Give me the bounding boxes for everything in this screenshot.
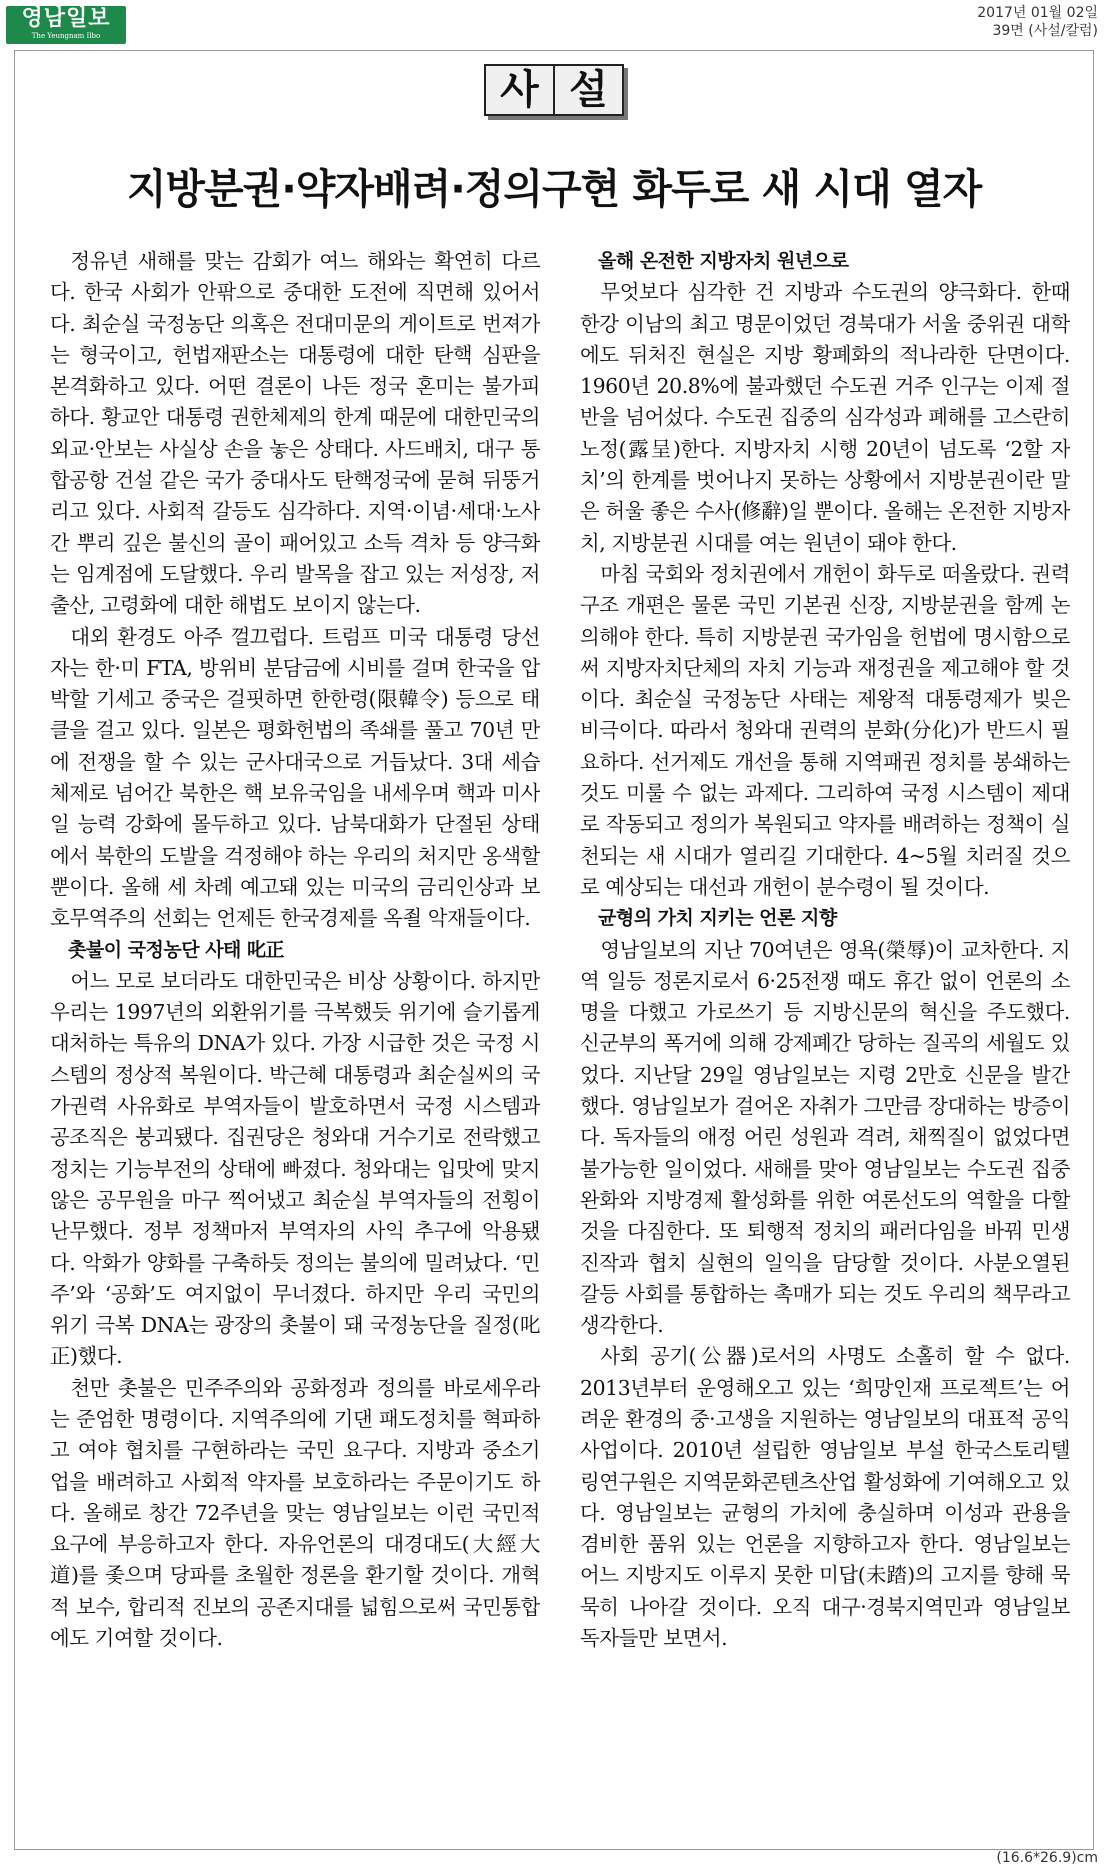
left-column — [50, 246, 540, 1806]
paragraph: 영남일보의 지난 70여년은 영욕(榮辱)이 교차한다. 지역 일등 정론지로서 6·25전쟁 때도 휴간 없이 언론의 소명을 다했고 가로쓰기 등 지방신문의 혁신을 주도했다. 신군부의 폭거에 의해 강제폐간 당하는 질곡의 세월도 있었다. 지난달 29일 영남일보는 지령 2만호 신문을 발간했다. 영남일보가 걸어온 자취가 그만큼 장대하는 방증이다. 독자들의 애정 어린 성원과 격려, 채찍질이 없었다면 불가능한 일이었다. 새해를 맞아 영남일보는 수도권 집중 완화와 지방경제 활성화를 위한 여론선도의 역할을 다할 것을 다짐한다. 또 퇴행적 정치의 패러다임을 바꿔 민생 진작과 협치 실현의 일익을 담당할 것이다. 사분오열된 갈등 사회를 통합하는 촉매가 되는 것도 우리의 책무라고 생각한다. — [580, 937, 1070, 1338]
paragraph: 사회 공기(公器)로서의 사명도 소홀히 할 수 없다. 2013년부터 운영해오고 있는 ‘희망인재 프로젝트’는 어려운 환경의 중·고생을 지원하는 영남일보의 대표적 공익사업이다. 2010년 설립한 영남일보 부설 한국스토리텔링연구원은 지역문화콘텐츠산업 활성화에 기여해오고 있다. 영남일보는 균형의 가치에 충실하며 이성과 관용을 겸비한 품위 있는 언론을 지향하고자 한다. 영남일보는 어느 지방지도 이루지 못한 미답(未踏)의 고지를 향해 묵묵히 나아갈 것이다. 오직 대구·경북지역민과 영남일보 독자들만 보면서. — [580, 1344, 1070, 1651]
section-label-char: 설 — [553, 66, 622, 114]
paragraph: 대외 환경도 아주 껄끄럽다. 트럼프 미국 대통령 당선자는 한·미 FTA, 방위비 분담금에 시비를 걸며 한국을 압박할 기세고 중국은 걸핏하면 한한령(限韓令) 등으로 태클을 걸고 있다. 일본은 평화헌법의 족쇄를 풀고 70년 만에 전쟁을 할 수 있는 군사대국으로 거듭났다. 3대 세습체제로 넘어간 북한은 핵 보유국임을 내세우며 핵과 미사일 능력 강화에 몰두하고 있다. 남북대화가 단절된 상태에서 북한의 도발을 걱정해야 하는 우리의 처지만 옹색할 뿐이다. 올해 세 차례 예고돼 있는 미국의 금리인상과 보호무역주의 선회는 언제든 한국경제를 옥죌 악재들이다. — [50, 624, 540, 931]
newspaper-logo — [6, 6, 126, 44]
subheading: 촛불이 국정농단 사태 叱正 — [68, 938, 285, 961]
paragraph: 천만 촛불은 민주주의와 공화정과 정의를 바로세우라는 준엄한 명령이다. 지역주의에 기댄 패도정치를 혁파하고 여야 협치를 구현하라는 국민 요구다. 지방과 중소기업을 배려하고 사회적 약자를 보호하라는 주문이기도 하다. 올해로 창간 72주년을 맞는 영남일보는 이런 국민적 요구에 부응하고자 한다. 자유언론의 대경대도(大經大道)를 좇으며 당파를 초월한 정론을 환기할 것이다. 개혁적 보수, 합리적 진보의 공존지대를 넓힘으로써 국민통합에도 기여할 것이다. — [50, 1375, 540, 1651]
headline: 지방분권·약자배려·정의구현 화두로 새 시대 열자 — [126, 165, 982, 213]
section-label — [484, 64, 624, 116]
paragraph: 어느 모로 보더라도 대한민국은 비상 상황이다. 하지만 우리는 1997년의 외환위기를 극복했듯 위기에 슬기롭게 대처하는 특유의 DNA가 있다. 가장 시급한 것은 국정 시스템의 정상적 복원이다. 박근혜 대통령과 최순실씨의 국가권력 사유화로 부역자들이 발호하면서 국정 시스템과 공조직은 붕괴됐다. 집권당은 청와대 거수기로 전락했고 정치는 기능부전의 상태에 빠졌다. 청와대는 입맛에 맞지 않은 공무원을 마구 찍어냈고 최순실 부역자들의 전횡이 난무했다. 정부 정책마저 부역자의 사익 추구에 악용됐다. 악화가 양화를 구축하듯 정의는 불의에 밀려났다. ‘민주’와 ‘공화’도 여지없이 무너졌다. 하지만 우리 국민의 위기 극복 DNA는 광장의 촛불이 돼 국정농단을 질정(叱正)했다. — [50, 968, 540, 1369]
subheading: 올해 온전한 지방자치 원년으로 — [598, 250, 849, 272]
issue-meta — [977, 4, 1098, 40]
logo-subtext: The Yeungnam Ilbo — [31, 32, 101, 40]
page-info: 39면 (사설/칼럼) — [992, 23, 1098, 39]
size-note: (16.6*26.9)cm — [996, 1850, 1098, 1866]
section-label-char: 사 — [500, 67, 539, 113]
logo-text: 영남일보 — [21, 6, 111, 31]
paragraph: 정유년 새해를 맞는 감회가 여느 해와는 확연히 다르다. 한국 사회가 안팎으로 중대한 도전에 직면해 있어서다. 최순실 국정농단 의혹은 전대미문의 게이트로 번져가는 형국이고, 헌법재판소는 대통령에 대한 탄핵 심판을 본격화하고 있다. 어떤 결론이 나든 정국 혼미는 불가피하다. 황교안 대통령 권한체제의 한계 때문에 대한민국의 외교·안보는 사실상 손을 놓은 상태다. 사드배치, 대구 통합공항 건설 같은 국가 중대사도 탄핵정국에 묻혀 뒤뚱거리고 있다. 사회적 갈등도 심각하다. 지역·이념·세대·노사 간 뿌리 깊은 불신의 골이 패어있고 소득 격차 등 양극화는 임계점에 도달했다. 우리 발목을 잡고 있는 저성장, 저출산, 고령화에 대한 해법도 보이지 않는다. — [50, 249, 540, 618]
right-column — [580, 246, 1070, 1806]
issue-date: 2017년 01월 02일 — [977, 5, 1098, 21]
subheading: 균형의 가치 지키는 언론 지향 — [598, 907, 837, 930]
paragraph: 마침 국회와 정치권에서 개헌이 화두로 떠올랐다. 권력구조 개편은 물론 국민 기본권 신장, 지방분권을 함께 논의해야 한다. 특히 지방분권 국가임을 헌법에 명시함으로써 지방자치단체의 자치 기능과 재정권을 제고해야 할 것이다. 최순실 국정농단 사태는 제왕적 대통령제가 빚은 비극이다. 따라서 청와대 권력의 분화(分化)가 반드시 필요하다. 선거제도 개선을 통해 지역패권 정치를 봉쇄하는 것도 미룰 수 없는 과제다. 그리하여 국정 시스템이 제대로 작동되고 정의가 복원되고 약자를 배려하는 정책이 실천되는 새 시대가 열리길 기대한다. 4~5월 치러질 것으로 예상되는 대선과 개헌이 분수령이 될 것이다. — [580, 561, 1070, 899]
paragraph: 무엇보다 심각한 건 지방과 수도권의 양극화다. 한때 한강 이남의 최고 명문이었던 경북대가 서울 중위권 대학에도 뒤처진 현실은 지방 황폐화의 적나라한 단면이다. 1960년 20.8%에 불과했던 수도권 거주 인구는 이제 절반을 넘어섰다. 수도권 집중의 심각성과 폐해를 고스란히 노정(露呈)한다. 지방자치 시행 20년이 넘도록 ‘2할 자치’의 한계를 벗어나지 못하는 상황에서 지방분권이란 말은 허울 좋은 수사(修辭)일 뿐이다. 올해는 온전한 지방자치, 지방분권 시대를 여는 원년이 돼야 한다. — [580, 280, 1070, 555]
